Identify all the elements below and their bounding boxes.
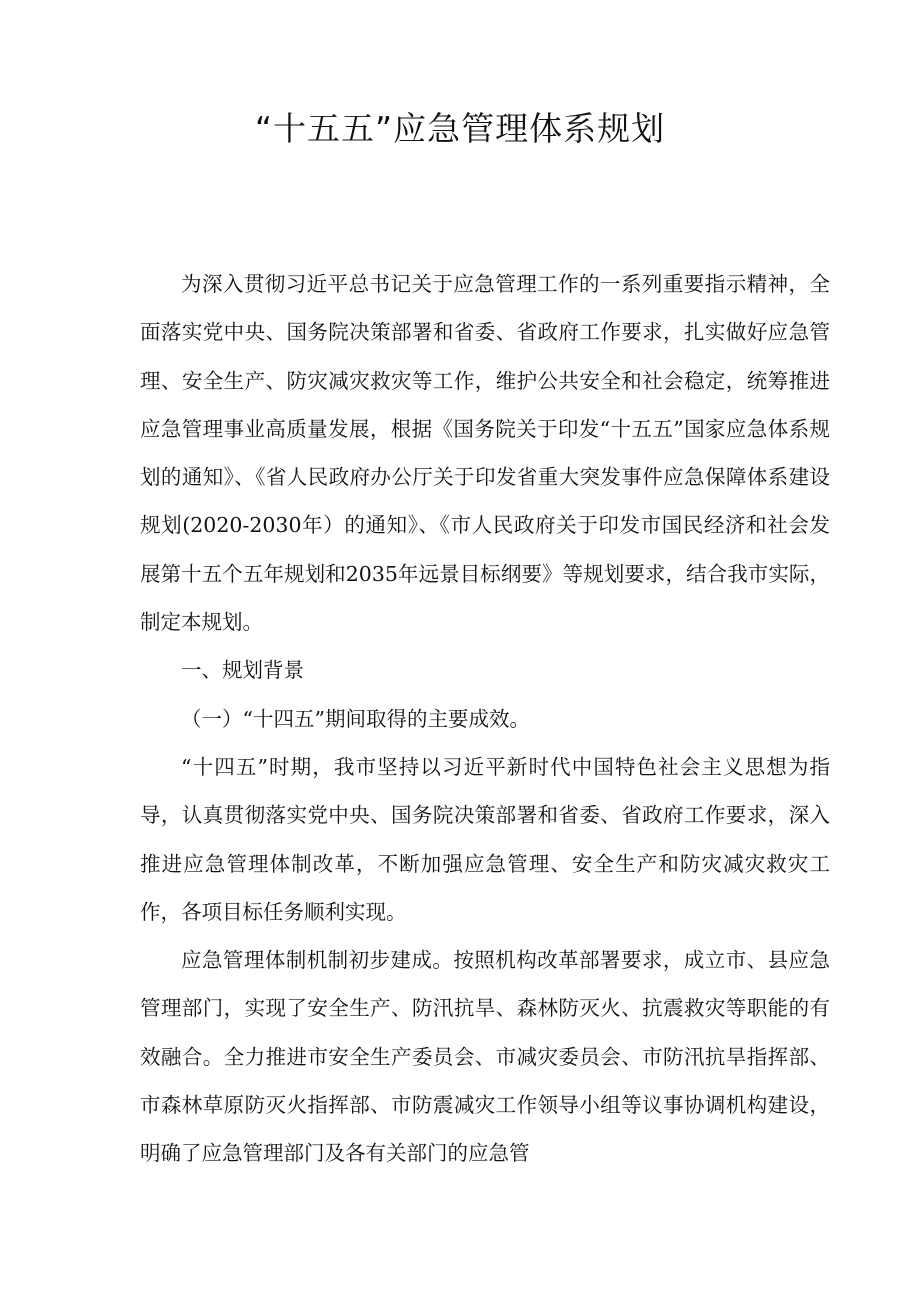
intro-paragraph: 为深入贯彻习近平总书记关于应急管理工作的一系列重要指示精神，全面落实党中央、国务院决策部署和省委、省政府工作要求，扎实做好应急管理、安全生产、防灾减灾救灾等工作，维护公共安全和社会稳定，统筹推进应急管理事业高质量发展，根据《国务院关于印发“十五五”国家应急体系规划的通知》、《省人民政府办公厅关于印发省重大突发事件应急保障体系建设规划(2020-2030年）的通知》、《市人民政府关于印发市国民经济和社会发展第十五个五年规划和2035年远景目标纲要》等规划要求，结合我市实际，制定本规划。 bbox=[140, 272, 830, 635]
achievements-paragraph: “十四五”时期，我市坚持以习近平新时代中国特色社会主义思想为指导，认真贯彻落实党中央、国务院决策部署和省委、省政府工作要求，深入推进应急管理体制改革，不断加强应急管理、安全生产和防灾减灾救灾工作，各项目标任务顺利实现。 bbox=[140, 754, 830, 924]
subsection-heading: （一）“十四五”期间取得的主要成效。 bbox=[181, 706, 530, 731]
page-title: “十五五”应急管理体系规划 bbox=[254, 109, 666, 148]
document-body bbox=[140, 260, 830, 1178]
system-paragraph: 应急管理体制机制初步建成。按照机构改革部署要求，成立市、县应急管理部门，实现了安全生产、防汛抗旱、森林防灭火、抗震救灾等职能的有效融合。全力推进市安全生产委员会、市减灾委员会、市防汛抗旱指挥部、市森林草原防灭火指挥部、市防震减灾工作领导小组等议事协调机构建设，明确了应急管理部门及各有关部门的应急管 bbox=[140, 948, 830, 1166]
section-heading: 一、规划背景 bbox=[181, 658, 304, 683]
